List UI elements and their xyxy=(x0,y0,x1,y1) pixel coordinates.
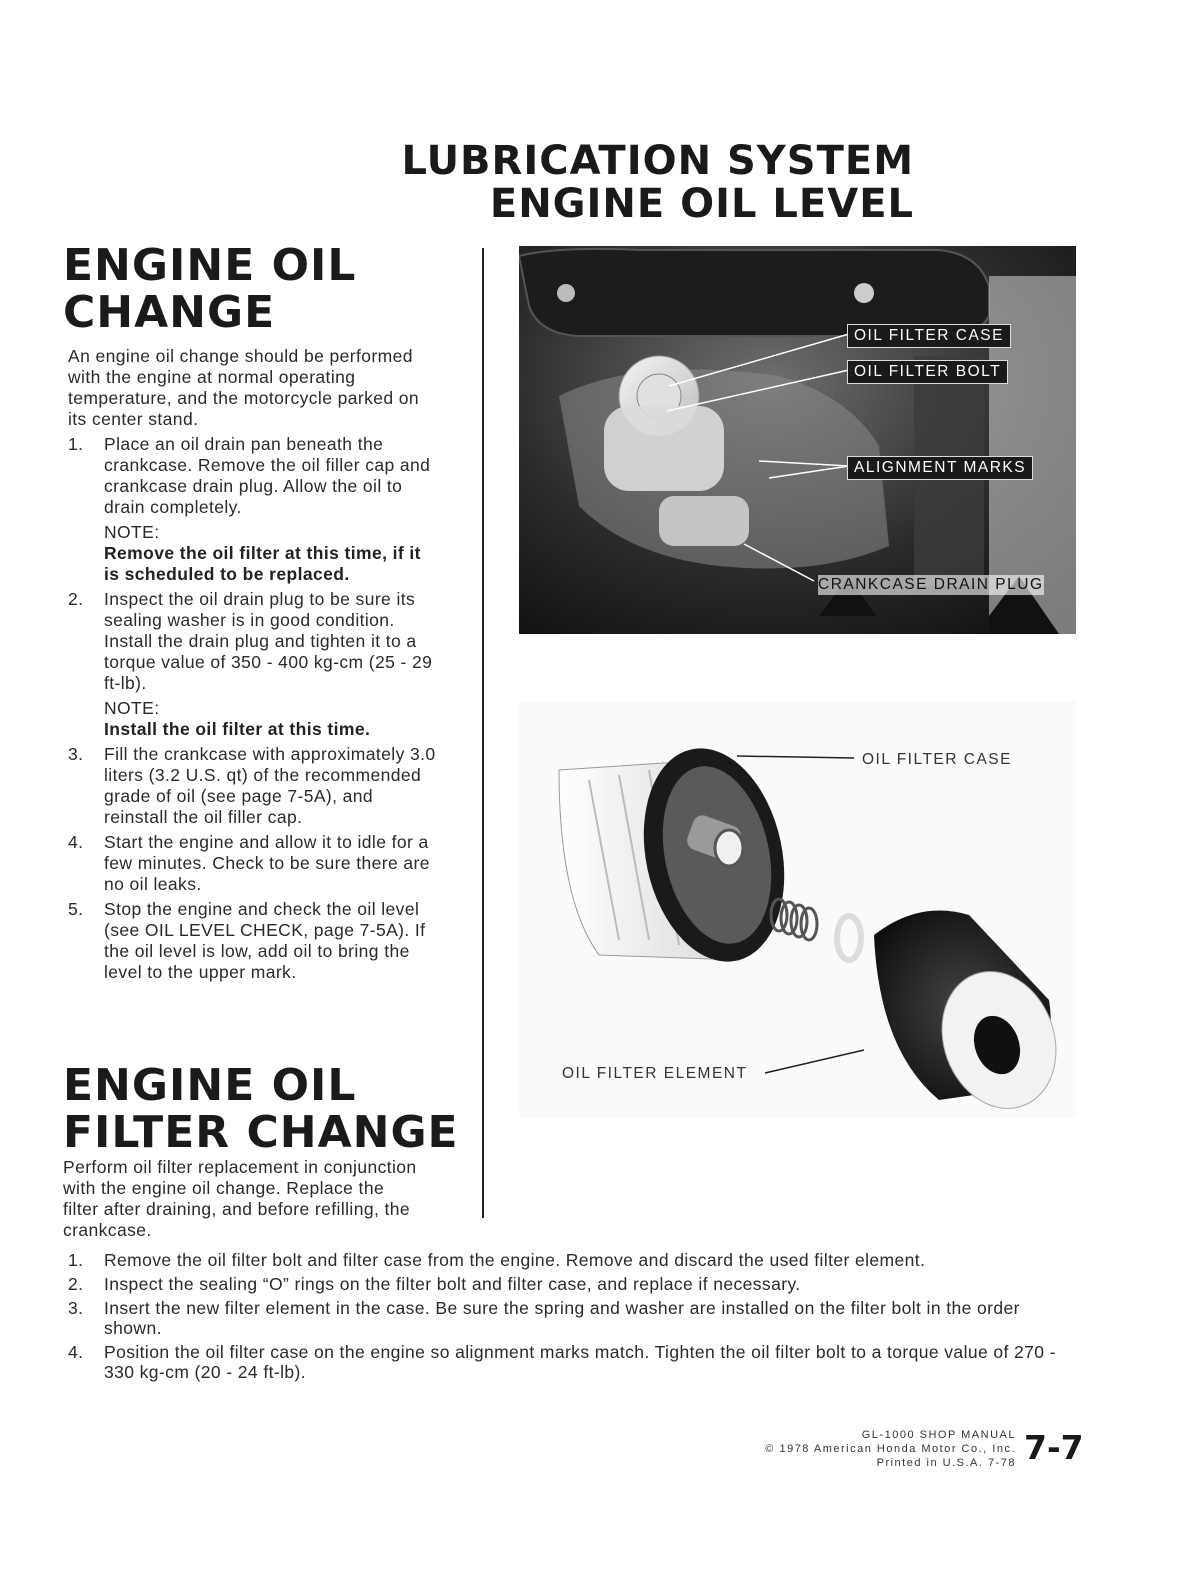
page-title xyxy=(402,140,915,226)
note xyxy=(104,698,440,740)
page-title-line2: ENGINE OIL LEVEL xyxy=(489,181,914,227)
page-title-line1: LUBRICATION SYSTEM xyxy=(401,138,914,184)
list-item xyxy=(68,744,440,828)
filter-change-heading xyxy=(63,1062,459,1156)
column-divider xyxy=(482,248,484,1218)
footer-copyright: © 1978 American Honda Motor Co., Inc. xyxy=(765,1443,1016,1455)
step-number: 2. xyxy=(68,1274,84,1294)
oil-change-heading-line2: CHANGE xyxy=(63,287,276,338)
note-text: Remove the oil filter at this time, if it is scheduled to be replaced. xyxy=(104,543,421,584)
label-oil-filter-element: OIL FILTER ELEMENT xyxy=(562,1065,748,1082)
step-text: Inspect the oil drain plug to be sure its sealing washer is in good condition. Install the drain plug and tighten it to a torque value of 350 - 400 kg-cm (25 - 29 ft-lb). xyxy=(104,589,433,693)
step-number: 5. xyxy=(68,899,84,919)
note-label: NOTE: xyxy=(104,698,160,718)
label-oil-filter-case: OIL FILTER CASE xyxy=(847,324,1011,348)
step-text: Place an oil drain pan beneath the crankcase. Remove the oil filler cap and crankcase drain plug. Allow the oil to drain completely. xyxy=(104,434,431,517)
footer-manual: GL-1000 SHOP MANUAL xyxy=(861,1429,1016,1441)
list-item xyxy=(68,1274,1078,1294)
label-oil-filter-case-2: OIL FILTER CASE xyxy=(862,751,1012,768)
step-number: 4. xyxy=(68,1342,84,1362)
list-item xyxy=(68,899,440,983)
step-text: Start the engine and allow it to idle for a few minutes. Check to be sure there are no oil leaks. xyxy=(104,832,430,894)
step-number: 1. xyxy=(68,434,84,454)
list-item xyxy=(68,1250,1078,1270)
filter-change-intro: Perform oil filter replacement in conjunction with the engine oil change. Replace the filter after draining, and before refilling, the crankcase. xyxy=(63,1157,417,1240)
oil-change-intro: An engine oil change should be performed with the engine at normal operating temperature, and the motorcycle parked on its center stand. xyxy=(68,346,420,429)
engine-photo xyxy=(519,246,1076,634)
step-text: Inspect the sealing “O” rings on the filter bolt and filter case, and replace if necessary. xyxy=(104,1274,801,1294)
footer-printed: Printed in U.S.A. 7-78 xyxy=(876,1457,1016,1469)
oil-change-heading-line1: ENGINE OIL xyxy=(63,240,357,291)
list-item xyxy=(68,434,440,585)
step-text: Stop the engine and check the oil level (see OIL LEVEL CHECK, page 7-5A). If the oil level is low, add oil to bring the level to the upper mark. xyxy=(104,899,426,982)
step-number: 3. xyxy=(68,744,84,764)
step-number: 3. xyxy=(68,1298,84,1318)
list-item xyxy=(68,1342,1078,1382)
note-label: NOTE: xyxy=(104,522,160,542)
label-crankcase-drain-plug: CRANKCASE DRAIN PLUG xyxy=(818,576,1044,593)
list-item xyxy=(68,1298,1078,1338)
label-alignment-marks: ALIGNMENT MARKS xyxy=(847,456,1033,480)
step-text: Insert the new filter element in the case. Be sure the spring and washer are installed on the filter bolt in the order shown. xyxy=(104,1298,1020,1338)
footer-info xyxy=(765,1428,1016,1470)
step-number: 2. xyxy=(68,589,84,609)
step-text: Position the oil filter case on the engine so alignment marks match. Tighten the oil filter bolt to a torque value of 270 - 330 kg-cm (20 - 24 ft-lb). xyxy=(104,1342,1056,1382)
note-text: Install the oil filter at this time. xyxy=(104,719,371,739)
step-number: 1. xyxy=(68,1250,84,1270)
step-text: Fill the crankcase with approximately 3.0 liters (3.2 U.S. qt) of the recommended grade of oil (see page 7-5A), and reinstall the oil filler cap. xyxy=(104,744,436,827)
label-oil-filter-bolt: OIL FILTER BOLT xyxy=(847,360,1008,384)
oil-change-heading xyxy=(63,242,356,336)
list-item xyxy=(68,832,440,895)
page-number: 7-7 xyxy=(1024,1428,1084,1467)
step-text: Remove the oil filter bolt and filter case from the engine. Remove and discard the used filter element. xyxy=(104,1250,926,1270)
filter-change-heading-line2: FILTER CHANGE xyxy=(63,1107,459,1158)
filter-change-steps xyxy=(68,1250,1078,1386)
filter-change-heading-line1: ENGINE OIL xyxy=(63,1060,357,1111)
oil-change-steps xyxy=(68,434,440,987)
note xyxy=(104,522,440,585)
list-item xyxy=(68,589,440,740)
step-number: 4. xyxy=(68,832,84,852)
filter-parts-photo xyxy=(519,700,1076,1118)
